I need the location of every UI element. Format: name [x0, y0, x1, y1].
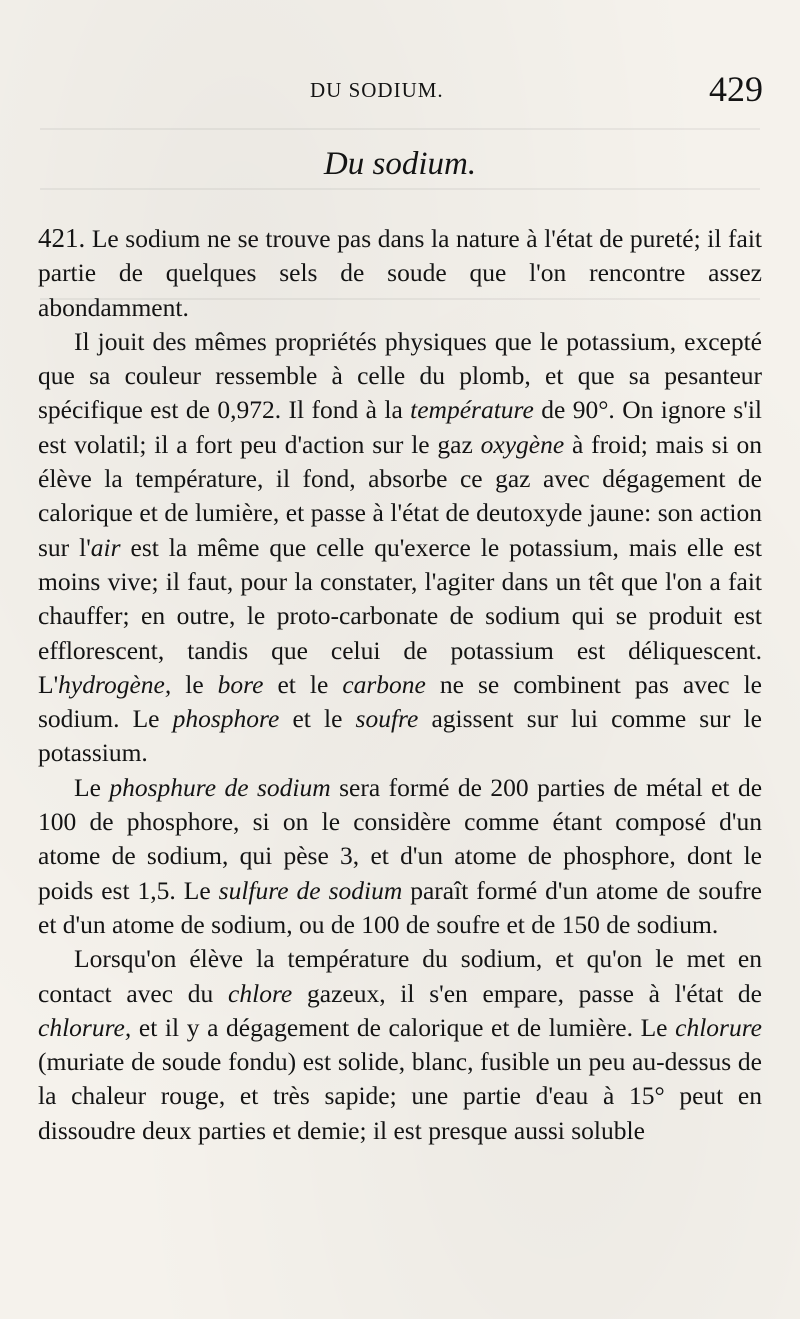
italic-term: chlorure,	[38, 1012, 132, 1042]
running-head: DU SODIUM.	[310, 78, 444, 102]
text-run: est la même que celle qu'exerce le potassium, mais elle est moins vive; il faut, pour la constater, l'agiter dans un têt que l'on a fait chauffer; en outre, le proto-carbonate de sodium qui se produit est efflorescent, tandis que celui de potassium est déliquescent. L'	[38, 532, 762, 699]
italic-term: bore	[217, 669, 264, 699]
text-run: Le	[74, 772, 110, 802]
text-run: sera formé de 200 parties de métal et de 100 de phosphore, si on le considère comme étant composé d'un atome de sodium, qui pèse 3, et d'un atome de phosphore, dont le poids est 1,5. Le	[38, 772, 763, 905]
text-run: et le	[263, 669, 343, 699]
section-title: Du sodium.	[323, 146, 477, 182]
italic-term: hydrogène,	[58, 669, 172, 699]
italic-term: soufre	[355, 704, 419, 734]
page-number: 429	[709, 69, 763, 109]
paragraph-physical-properties	[38, 325, 762, 771]
italic-term: phosphore	[172, 704, 280, 734]
body-text	[38, 221, 762, 1148]
paragraph-number: 421.	[38, 223, 86, 253]
text-run: Le sodium ne se trouve pas dans la nature à l'état de pureté; il fait partie de quelques sels de soude que l'on rencontre assez abondamment.	[38, 224, 762, 322]
italic-term: oxygène	[480, 429, 565, 459]
italic-term: chlorure	[675, 1012, 762, 1042]
italic-term: sulfure de sodium	[218, 875, 403, 905]
text-run: (muriate de soude fondu) est solide, blanc, fusible un peu au-dessus de la chaleur rouge, et très sapide; une partie d'eau à 15° peut en dissoudre deux parties et demie; il est presque aussi soluble	[38, 1047, 762, 1145]
text-run: ne se combinent pas avec le sodium. Le	[38, 669, 762, 734]
text-run: Lorsqu'on élève la température du sodium, et qu'on le met en contact avec du	[38, 944, 762, 1008]
text-run: le	[171, 669, 218, 699]
paragraph-421	[38, 221, 762, 325]
paragraph-chlorure	[38, 942, 762, 1148]
text-run: gazeux, il s'en empare, passe à l'état de	[292, 978, 762, 1008]
text-run: et le	[279, 704, 356, 734]
text-run: à froid; mais si on élève la température, il fond, absorbe ce gaz avec dégagement de calorique et de lumière, et passe à l'état de deutoxyde jaune: son action sur l'	[38, 429, 763, 562]
bleed-through-line	[40, 188, 760, 190]
italic-term: chlore	[228, 978, 293, 1008]
italic-term: phosphure de sodium	[109, 772, 331, 802]
italic-term: carbone	[342, 669, 426, 699]
text-run: agissent sur lui comme sur le potassium.	[38, 704, 762, 768]
text-run: Il jouit des mêmes propriétés physiques que le potassium, excepté que sa couleur ressemble à celle du plomb, et que sa pesanteur spécifique est de 0,972. Il fond à la	[38, 326, 762, 425]
paragraph-phosphure	[38, 771, 762, 942]
italic-term: température	[410, 395, 534, 425]
italic-term: air	[90, 532, 121, 562]
text-run: paraît formé d'un atome de soufre et d'un atome de sodium, ou de 100 de soufre et de 150 de sodium.	[38, 875, 762, 939]
text-run: et il y a dégagement de calorique et de lumière. Le	[131, 1012, 676, 1042]
text-run: de 90°. On ignore s'il est volatil; il a fort peu d'action sur le gaz	[38, 395, 762, 459]
bleed-through-line	[40, 128, 760, 130]
